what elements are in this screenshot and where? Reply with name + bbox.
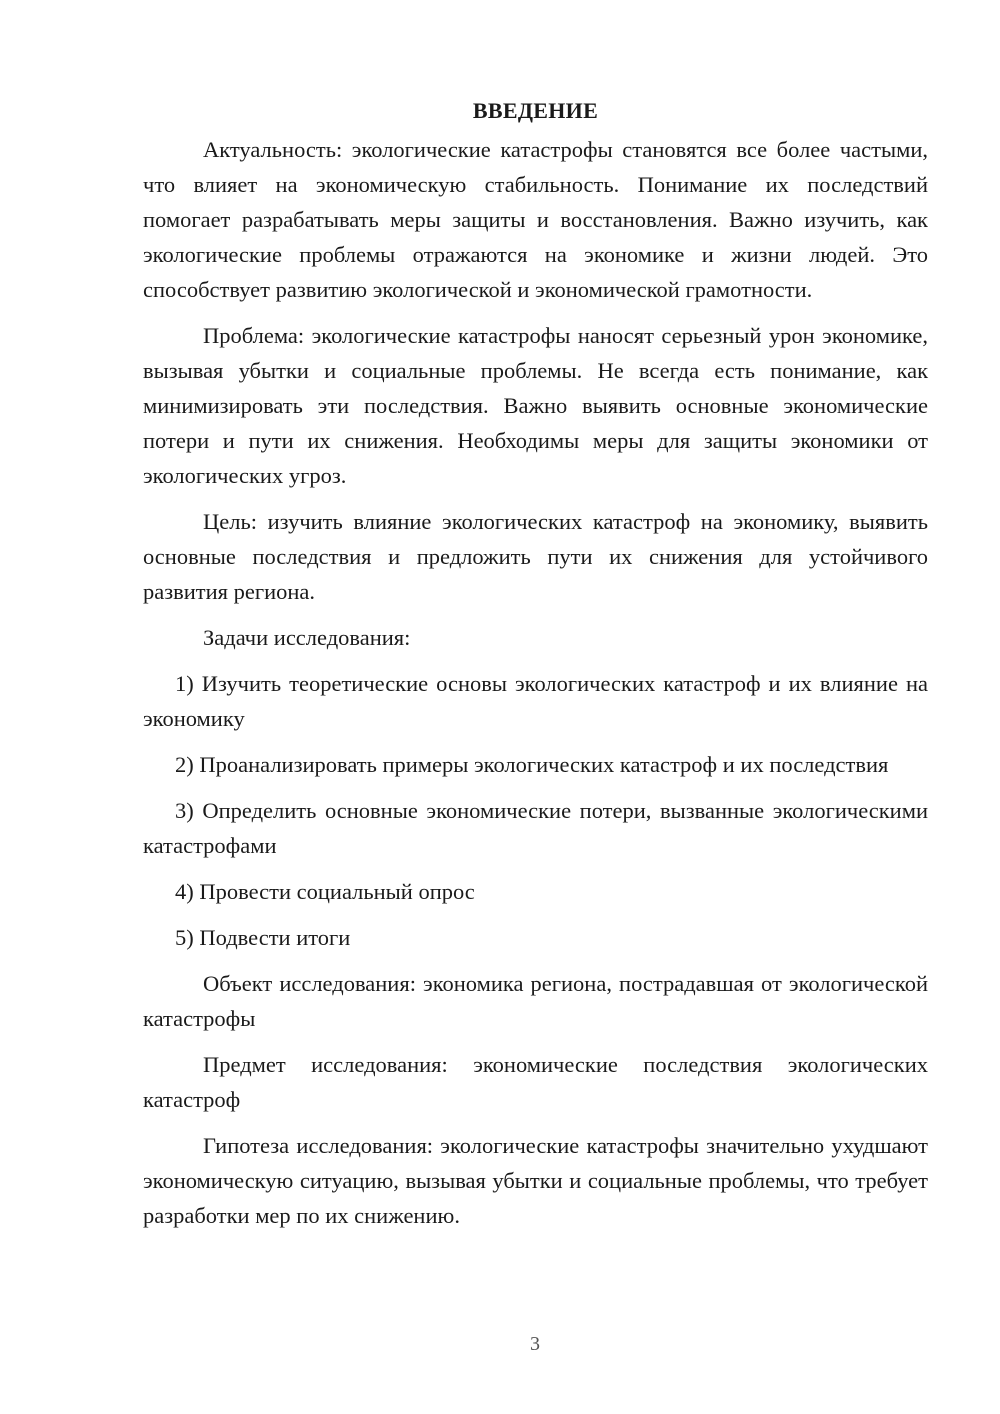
paragraph-object: Объект исследования: экономика региона, пострадавшая от экологической катастрофы xyxy=(143,971,928,1031)
document-page xyxy=(143,96,928,1244)
task-item-5: 5) Подвести итоги xyxy=(175,925,351,950)
task-item-4: 4) Провести социальный опрос xyxy=(175,879,475,904)
paragraph-goal: Цель: изучить влияние экологических катастроф на экономику, выявить основные последствия и предложить пути их снижения для устойчивого развития региона. xyxy=(143,509,928,604)
task-item-1: 1) Изучить теоретические основы экологических катастроф и их влияние на экономику xyxy=(143,671,928,731)
paragraph-problem: Проблема: экологические катастрофы наносят серьезный урон экономике, вызывая убытки и социальные проблемы. Не всегда есть понимание, как минимизировать эти последствия. Важно выявить основные экономические потери и пути их снижения. Необходимы меры для защиты экономики от экологических угроз. xyxy=(143,323,928,488)
task-item-3: 3) Определить основные экономические потери, вызванные экологическими катастрофами xyxy=(143,798,928,858)
section-title: ВВЕДЕНИЕ xyxy=(472,98,599,123)
page-number: 3 xyxy=(530,1333,540,1355)
paragraph-relevance: Актуальность: экологические катастрофы становятся все более частыми, что влияет на экономическую стабильность. Понимание их последствий помогает разрабатывать меры защиты и восстановления. Важно изучить, как экологические проблемы отражаются на экономике и жизни людей. Это способствует развитию экологической и экономической грамотности. xyxy=(143,137,928,302)
task-item-2: 2) Проанализировать примеры экологических катастроф и их последствия xyxy=(175,752,889,777)
paragraph-hypothesis: Гипотеза исследования: экологические катастрофы значительно ухудшают экономическую ситуацию, вызывая убытки и социальные проблемы, что требует разработки мер по их снижению. xyxy=(143,1133,928,1228)
paragraph-subject: Предмет исследования: экономические последствия экологических катастроф xyxy=(143,1052,928,1112)
paragraph-tasks-heading: Задачи исследования: xyxy=(203,625,411,650)
